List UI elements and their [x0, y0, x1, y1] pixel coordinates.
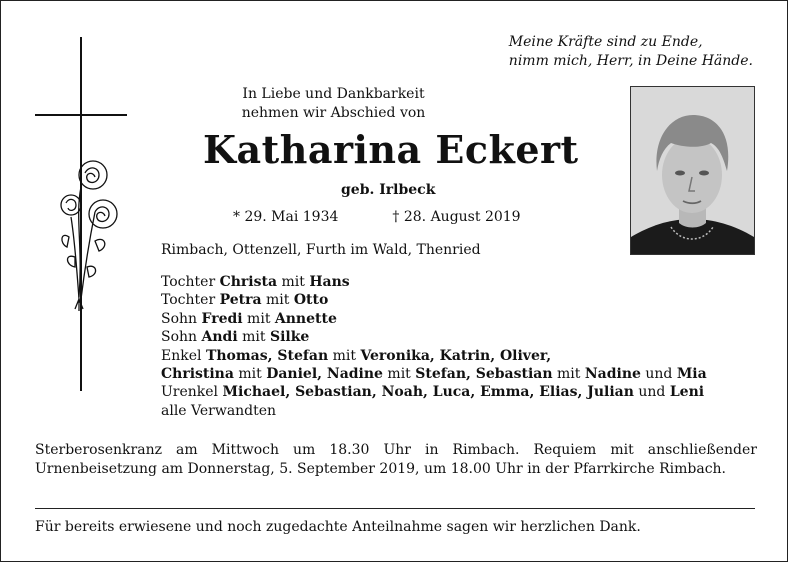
relative-name: Veronika, Katrin, Oliver, [360, 347, 552, 364]
family-list [161, 273, 761, 420]
family-row [161, 347, 761, 365]
relation-text: Tochter [161, 292, 220, 309]
relation-text: und [640, 366, 677, 383]
relative-name: Fredi [201, 310, 243, 327]
relation-text: mit [328, 347, 361, 364]
deceased-name: Katharina Eckert [203, 127, 579, 172]
relative-name: Michael, Sebastian, Noah, Luca, Emma, Elias, Julian [222, 384, 634, 401]
family-row [161, 328, 761, 346]
relative-name: Andi [201, 329, 238, 346]
intro-line-2: nehmen wir Abschied von [241, 105, 426, 121]
relation-text: mit [261, 292, 294, 309]
relation-text: mit [237, 329, 270, 346]
family-row [161, 310, 761, 328]
family-row [161, 402, 761, 420]
life-dates [233, 208, 521, 227]
relative-name: Mia [676, 366, 707, 383]
relation-text: und [633, 384, 670, 401]
relative-name: Petra [219, 292, 262, 309]
relation-text: Sohn [161, 310, 202, 327]
family-row [161, 383, 761, 401]
relation-text: alle Verwandten [161, 402, 277, 419]
intro-line-1: In Liebe und Dankbarkeit [242, 86, 425, 102]
family-row [161, 365, 761, 383]
birth-name: geb. Irlbeck [341, 182, 436, 198]
portrait-icon [631, 87, 754, 254]
relation-text: Urenkel [161, 384, 223, 401]
bible-quote [509, 33, 753, 71]
thanks-text: Für bereits erwiesene und noch zugedachte Anteilnahme sagen wir herzlichen Dank. [35, 519, 641, 535]
relative-name: Leni [669, 384, 705, 401]
relative-name: Hans [309, 274, 350, 290]
portrait-photo [630, 86, 755, 255]
family-row [161, 291, 761, 309]
relation-text: mit [277, 274, 310, 290]
family-row [161, 273, 761, 291]
birth-date: * 29. Mai 1934 [233, 209, 339, 225]
quote-line-1: Meine Kräfte sind zu Ende, [508, 34, 703, 50]
death-date: † 28. August 2019 [392, 209, 521, 225]
relation-text: Enkel [161, 347, 206, 364]
relative-name: Otto [293, 292, 329, 309]
intro-text [161, 85, 506, 123]
relative-name: Christa [219, 274, 278, 290]
relation-text: Tochter [161, 274, 220, 290]
relative-name: Thomas, Stefan [205, 347, 329, 364]
relative-name: Daniel, Nadine [266, 366, 383, 383]
divider [35, 508, 755, 509]
relative-name: Silke [269, 329, 310, 346]
relative-name: Nadine [584, 366, 641, 383]
relation-text: mit [233, 366, 267, 383]
relation-text: mit [382, 366, 416, 383]
relative-name: Annette [274, 310, 337, 327]
relation-text: mit [242, 310, 275, 327]
relative-name: Stefan, Sebastian [415, 366, 553, 383]
relation-text: Sohn [161, 329, 202, 346]
places-line: Rimbach, Ottenzell, Furth im Wald, Thenried [161, 242, 481, 258]
cross-with-roses-icon [35, 37, 127, 391]
service-info: Sterberosenkranz am Mittwoch um 18.30 Uhr in Rimbach. Requiem mit anschließender Urnenbeisetzung am Donnerstag, 5. September 2019, um 18.00 Uhr in der Pfarrkirche Rimbach. [35, 442, 757, 477]
relation-text: mit [552, 366, 585, 383]
relative-name: Christina [161, 366, 234, 383]
quote-line-2: nimm mich, Herr, in Deine Hände. [508, 53, 753, 69]
